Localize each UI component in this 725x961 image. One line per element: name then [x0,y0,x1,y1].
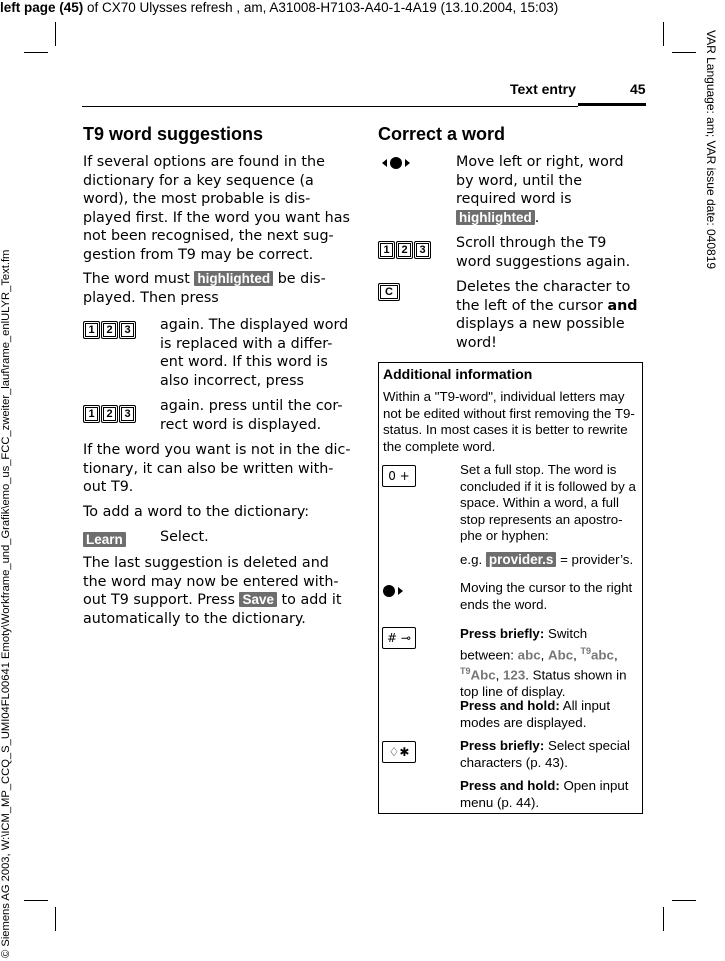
paragraph: To add a word to the dictionary: [83,503,310,520]
crop-mark [672,52,696,53]
crop-mark [55,907,56,931]
crop-mark [663,22,664,46]
header-rule [82,106,578,107]
key-row-text: again. The displayed word is replaced with a differ-ent word. If this word is also incorrect, press [160,317,349,389]
left-lower [83,441,351,521]
paragraph: The word must highlighted be dis-played. Then press [83,271,326,306]
nav-right-text: Moving the cursor to the right ends the word. [460,580,633,612]
zero-key-example: e.g. provider.s = provider’s. [460,552,634,567]
right-title: Correct a word [378,124,506,144]
paragraph: If several options are found in the dictionary for a key sequence (a word), the most probable is dis-played first. If the word you want has not been recognised, the next sug-gestion from T9 may be correct. [83,154,350,263]
paragraph: If the word you want is not in the dic-tionary, it can also be written with-out T9. [83,442,351,495]
key-123-icon: 1 2 3 [83,402,136,423]
zero-key-icon: 0 + [382,465,416,487]
crop-mark [24,52,48,53]
highlight-badge: highlighted [194,271,273,286]
key-123-icon: 1 2 3 [83,318,136,339]
top-line-rest: of CX70 Ulysses refresh , am, A31008-H7103-A40-1-4A19 (13.10.2004, 15:03) [83,0,559,15]
info-title: Additional information [383,366,533,382]
save-softkey[interactable]: Save [239,592,277,607]
nav-left-right-icon [378,155,414,175]
side-text-left: © Siemens AG 2003, W:\ICM_MP_CCQ_S_UMI04FL00641 Emoty\Workframe_und_Grafik\emo_us_FCC_zweiter_lauf\rame_enlULYR_Text.fm [0,249,12,958]
hash-hold-text: Press and hold: All input modes are displayed. [460,698,611,730]
crop-mark [24,900,48,901]
crop-mark [672,900,696,901]
hash-key-icon: # ⊸ [382,627,416,649]
section-header: Text entry [510,81,576,97]
zero-key-text: Set a full stop. The word is concluded if it is followed by a space. Within a word, a full stop represents an apostro-phe or hyphen: [460,462,636,543]
learn-text: Select. [160,529,209,545]
paragraph: The last suggestion is deleted and the word may now be entered with-out T9 support. Press Save to add it automatically to the dictionary. [83,555,342,627]
correct-row-text: Deletes the character to the left of the cursor and displays a new possible word! [456,279,638,351]
highlight-badge: provider.s [486,552,557,567]
clear-key-icon: C [378,280,400,301]
highlight-badge: highlighted [456,210,535,225]
learn-softkey[interactable]: Learn [83,529,126,548]
correct-row-text: Scroll through the T9 word suggestions again. [456,235,631,270]
info-intro: Within a "T9-word", individual letters may not be edited without first removing the T9-status. In most cases it is better to rewrite the complete word. [383,389,635,454]
key-123-icon: 1 2 3 [378,238,431,259]
top-line-bold: left page (45) [0,0,84,15]
star-key-icon: ♢✱ [382,741,416,763]
crop-mark [663,907,664,931]
nav-right-icon [381,583,405,603]
correct-row-text: Move left or right, word by word, until the required word is highlighted . [456,154,624,226]
header-rule-thick [578,103,646,106]
side-text-right: VAR Language: am; VAR issue date: 040819 [704,30,718,270]
star-brief-text: Press briefly: Select special characters (p. 43). [460,738,631,770]
key-row-text: again. press until the cor-rect word is displayed. [160,398,343,433]
star-hold-text: Press and hold: Open input menu (p. 44). [460,778,629,810]
page-number: 45 [630,81,646,97]
left-column [83,153,351,307]
left-title: T9 word suggestions [83,124,264,144]
hash-brief-text: Press briefly: Switch between: abc, Abc, $^{T9}$abc, $^{T9}$Abc, 123. Status shown in top line of display. [460,626,627,700]
crop-mark [55,22,56,46]
top-line [0,0,558,15]
